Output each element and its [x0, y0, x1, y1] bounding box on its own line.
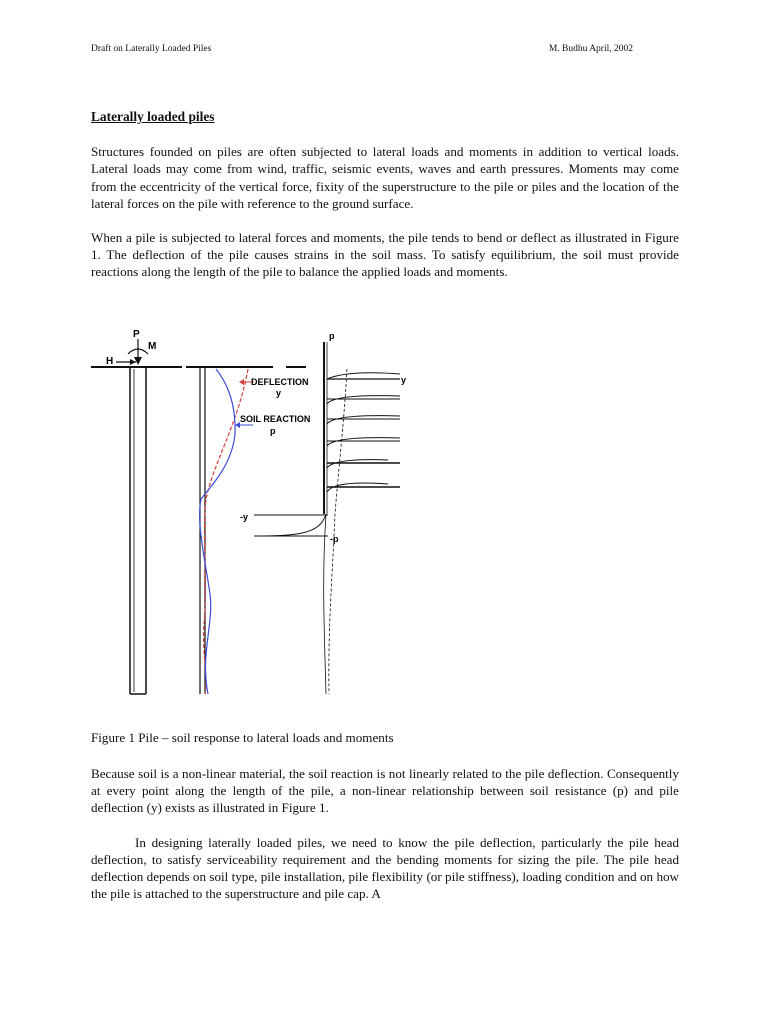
header-author-date: M. Budhu April, 2002	[548, 44, 633, 54]
label-neg-p: -p	[330, 534, 339, 544]
figure-caption: Figure 1 Pile – soil response to lateral loads and moments	[91, 730, 394, 745]
label-p-axis: p	[329, 331, 335, 341]
paragraph-nonlinear: Because soil is a non-linear material, the soil reaction is not linearly related to the pile deflection. Consequently at every point along the length of the pile, a non-linear relationship between soil resistance (p) and pile deflection (y) exists as illustrated in Figure 1.	[91, 766, 679, 816]
label-soil-reaction: SOIL REACTION	[240, 414, 311, 424]
middle-pile	[186, 367, 310, 694]
label-soil-reaction-p: p	[270, 426, 276, 436]
left-pile	[91, 329, 182, 694]
main-content	[91, 108, 679, 281]
paragraph-intro: Structures founded on piles are often subjected to lateral loads and moments in addition to vertical loads. Lateral loads may come from wind, traffic, seismic events, waves and earth pressures. Moments may come from the eccentricity of the vertical force, fixity of the superstructure to the pile or piles and the location of the lateral forces on the pile with reference to the ground surface.	[91, 144, 679, 211]
main-content-continued	[91, 765, 679, 902]
label-deflection: DEFLECTION	[251, 377, 309, 387]
label-H: H	[106, 356, 114, 367]
header-doc-title: Draft on Laterally Loaded Piles	[91, 44, 212, 54]
paragraph-deflection: When a pile is subjected to lateral forces and moments, the pile tends to bend or deflect as illustrated in Figure 1. The deflection of the pile causes strains in the soil mass. To satisfy equilibrium, the soil must provide reactions along the length of the pile to balance the applied loads and moments.	[91, 230, 679, 280]
paragraph-design: In designing laterally loaded piles, we need to know the pile deflection, particularly the pile head deflection, to satisfy serviceability requirement and the bending moments for sizing the pile. The pile head deflection depends on soil type, pile installation, pile flexibility (or pile stiffness), loading condition and on how the pile is attached to the superstructure and pile cap. A	[91, 834, 679, 902]
label-y-axis: y	[401, 375, 407, 385]
label-M: M	[148, 341, 157, 352]
label-neg-y: -y	[240, 512, 249, 522]
label-deflection-y: y	[276, 388, 282, 398]
figure-pile-soil-response	[88, 324, 418, 704]
label-P: P	[133, 329, 140, 340]
section-title: Laterally loaded piles	[91, 109, 215, 124]
